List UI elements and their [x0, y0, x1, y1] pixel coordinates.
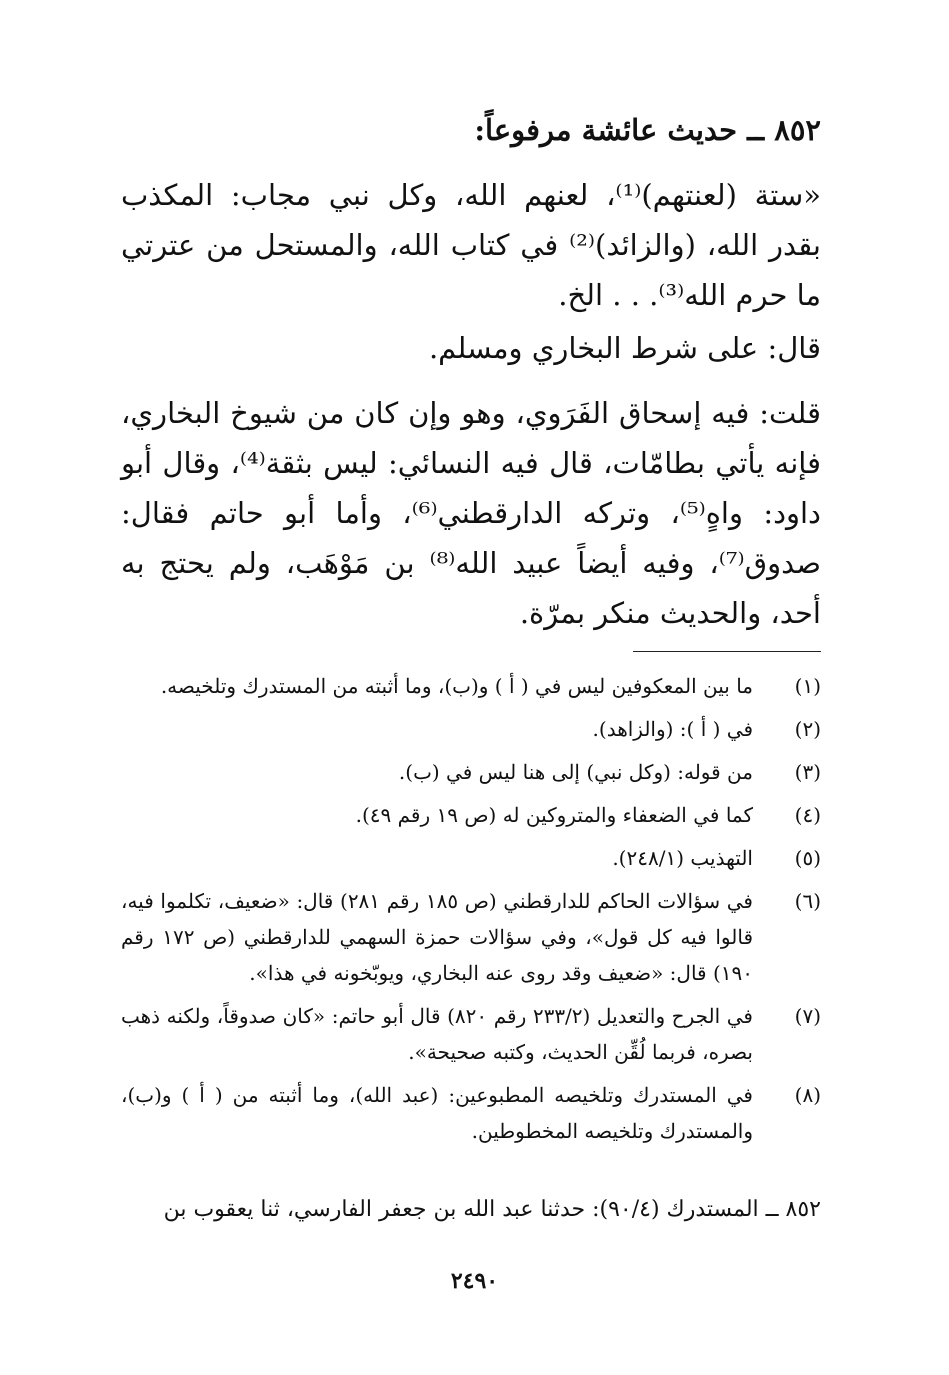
- page-number: ٢٤٩٠: [450, 1268, 499, 1294]
- footnote-item: [121, 883, 821, 991]
- footnote-separator: [633, 651, 821, 652]
- footnote-text: من قوله: (وكل نبي) إلى هنا ليس في (ب).: [398, 760, 753, 784]
- footnote-text: كما في الضعفاء والمتروكين له (ص ١٩ رقم ٤٩).: [355, 803, 753, 827]
- footnote-item: [121, 840, 821, 876]
- footnote-item: [121, 754, 821, 790]
- footnote-text: ما بين المعكوفين ليس في ( أ ) و(ب)، وما أثبته من المستدرك وتلخيصه.: [160, 674, 753, 698]
- footnote-text: في المستدرك وتلخيصه المطبوعين: (عبد الله)، وما أثبته من ( أ ) و(ب)، والمستدرك وتلخيصه المخطوطين.: [121, 1083, 753, 1143]
- footnote-number: (٧): [794, 1004, 821, 1028]
- footnote-item: [121, 1077, 821, 1149]
- footnote-text: في سؤالات الحاكم للدارقطني (ص ١٨٥ رقم ٢٨١) قال: «ضعيف، تكلموا فيه، قالوا فيه كل قول»، وفي سؤالات حمزة السهمي للدارقطني (ص ١٧٢ رقم ١٩٠) قال: «ضعيف وقد روى عنه البخاري، ويوبّخونه في هذا».: [121, 889, 754, 985]
- footnote-number: (٣): [794, 760, 821, 784]
- footnote-text: التهذيب (٢٤٨/١).: [612, 846, 753, 870]
- footnote-number: (١): [794, 674, 821, 698]
- footnote-item: [121, 668, 821, 704]
- footnotes: [121, 668, 821, 1156]
- footnote-number: (٤): [794, 803, 821, 827]
- grading-statement: قال: على شرط البخاري ومسلم.: [428, 331, 821, 365]
- footnote-text: في ( أ ): (والزاهد).: [592, 717, 753, 741]
- footnote-number: (٦): [794, 889, 821, 913]
- footnote-item: [121, 711, 821, 747]
- hadith-text: «ستة (لعنتهم)⁽¹⁾، لعنهم الله، وكل نبي مجاب: المكذب بقدر الله، (والزائد)⁽²⁾ في كتاب الله، والمستحل من عترتي ما حرم الله⁽³⁾. . . الخ.: [121, 178, 822, 312]
- footnote-text: في الجرح والتعديل (٢٣٣/٢ رقم ٨٢٠) قال أبو حاتم: «كان صدوقاً، ولكنه ذهب بصره، فربما لُقِّن الحديث، وكتبه صحيحة».: [121, 1004, 753, 1064]
- footnote-item: [121, 797, 821, 833]
- footnote-item: [121, 998, 821, 1070]
- hadith-heading: ٨٥٢ ــ حديث عائشة مرفوعاً:: [474, 113, 821, 147]
- footnote-number: (٥): [794, 846, 821, 870]
- source-reference: ٨٥٢ ــ المستدرك (٩٠/٤): حدثنا عبد الله بن جعفر الفارسي، ثنا يعقوب بن: [163, 1197, 821, 1222]
- author-comment: قلت: فيه إسحاق الفَرَوي، وهو وإن كان من شيوخ البخاري، فإنه يأتي بطامّات، قال فيه النسائي: ليس بثقة⁽⁴⁾، وقال أبو داود: واهٍ⁽⁵⁾، وتركه الدارقطني⁽⁶⁾، وأما أبو حاتم فقال: صدوق⁽⁷⁾، وفيه أيضاً عبيد الله⁽⁸⁾ بن مَوْهَب، ولم يحتج به أحد، والحديث منكر بمرّة.: [121, 396, 822, 630]
- footnote-number: (٢): [794, 717, 821, 741]
- footnote-number: (٨): [794, 1083, 821, 1107]
